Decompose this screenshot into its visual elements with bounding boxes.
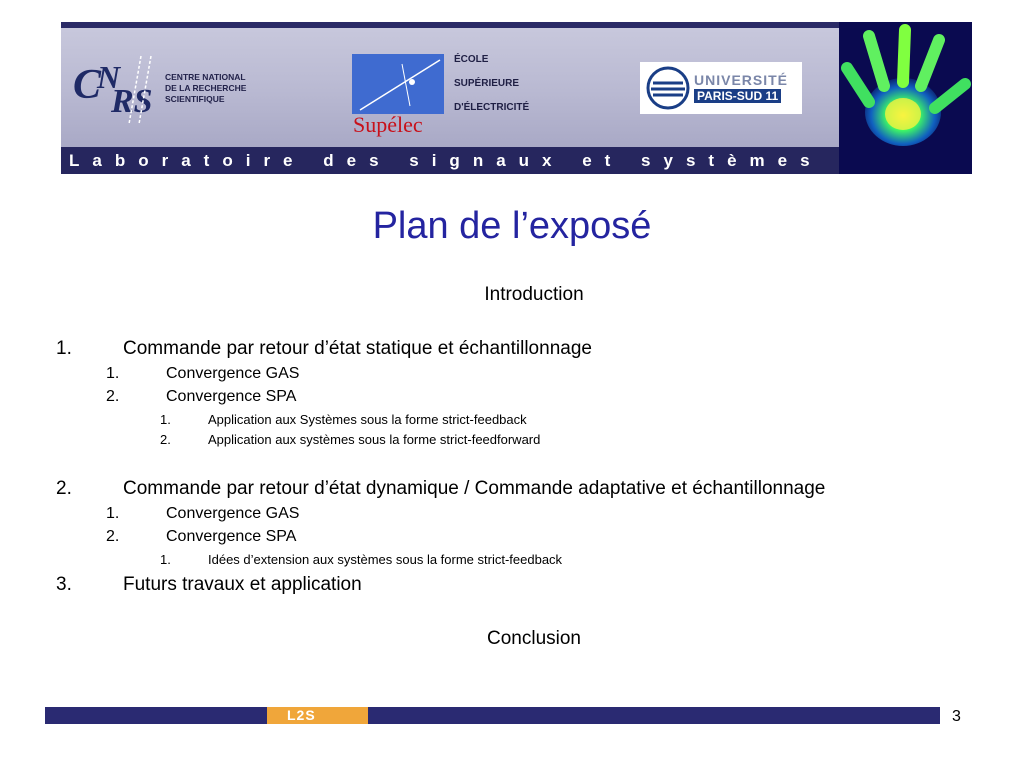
slide-title: Plan de l’exposé [372,205,652,247]
cnrs-line: DE LA RECHERCHE [165,83,247,93]
lab-name-strip: Laboratoire des signaux et systèmes [61,147,839,174]
subitem-number: 1. [160,412,171,427]
header-banner [61,22,972,174]
page-number: 3 [952,708,961,725]
section-number: 3. [56,574,72,595]
section-text: Futurs travaux et application [123,574,362,595]
subitem-text: Idées d’extension aux systèmes sous la forme strict-feedback [208,552,563,567]
paris-sud-emblem-icon [645,65,691,111]
paris-sud-logo [640,62,802,114]
outline-introduction: Introduction [484,284,584,305]
item-text: Convergence GAS [166,365,300,382]
supelec-line: D'ÉLECTRICITÉ [454,102,530,113]
subitem-number: 1. [160,552,171,567]
section-number: 1. [56,338,72,359]
l2s-badge [267,707,368,724]
cnrs-line: CENTRE NATIONAL [165,72,246,82]
section-number: 2. [56,478,72,499]
item-text: Convergence GAS [166,505,300,522]
cnrs-logo [71,46,161,126]
outline-conclusion: Conclusion [487,628,581,649]
svg-text:C: C [73,62,102,108]
cnrs-caption [165,72,246,105]
paris-sud-line1: UNIVERSITÉ [694,72,789,88]
footer-bar-left [45,707,267,724]
paris-sud-line2: PARIS-SUD 11 [694,89,781,103]
footer-bar-right [368,707,940,724]
supelec-caption [454,48,529,120]
l2s-label: L2S [287,707,316,723]
supelec-line: SUPÉRIEURE [454,78,520,89]
item-text: Convergence SPA [166,388,297,405]
svg-text:N: N [97,59,121,95]
subitem-number: 2. [160,432,171,447]
svg-text:RS: RS [111,83,153,120]
supelec-line: ÉCOLE [454,54,489,65]
section-text: Commande par retour d’état dynamique / Commande adaptative et échantillonnage [123,478,826,499]
section-text: Commande par retour d’état statique et échantillonnage [123,338,592,359]
supelec-wordmark: Supélec [353,112,423,137]
cnrs-line: SCIENTIFIQUE [165,94,225,104]
item-number: 2. [106,388,120,405]
subitem-text: Application aux systèmes sous la forme strict-feedforward [208,432,541,447]
item-number: 1. [106,365,120,382]
item-number: 1. [106,505,120,522]
subitem-text: Application aux Systèmes sous la forme strict-feedback [208,412,527,427]
item-number: 2. [106,528,120,545]
item-text: Convergence SPA [166,528,297,545]
hand-image [839,22,972,174]
